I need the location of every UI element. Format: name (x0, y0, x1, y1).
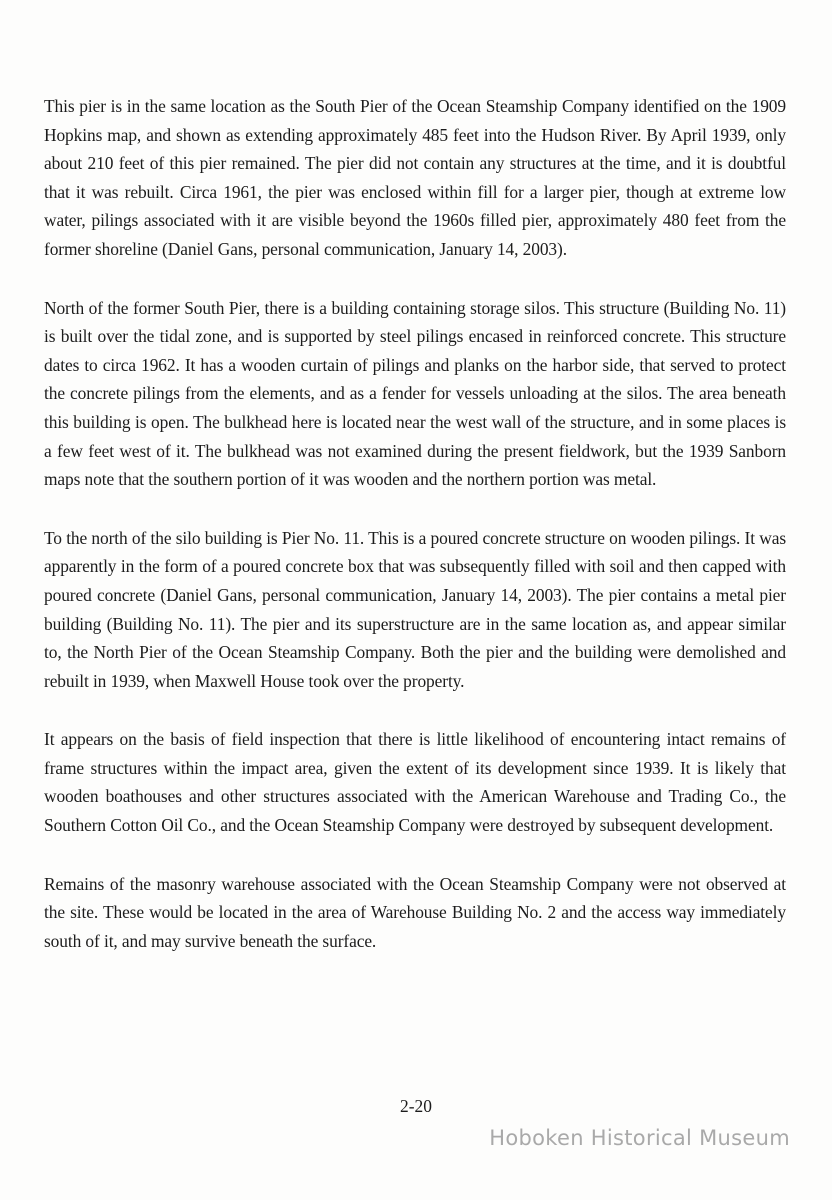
document-body (44, 92, 786, 985)
paragraph-pier-11: To the north of the silo building is Pier No. 11. This is a poured concrete structure on wooden pilings. It was apparently in the form of a poured concrete box that was subsequently filled with soil and then capped with poured concrete (Daniel Gans, personal communication, January 14, 2003). The pier contains a metal pier building (Building No. 11). The pier and its superstructure are in the same location as, and appear similar to, the North Pier of the Ocean Steamship Company. Both the pier and the building were demolished and rebuilt in 1939, when Maxwell House took over the property. (44, 527, 786, 691)
paragraph-south-pier: This pier is in the same location as the South Pier of the Ocean Steamship Company identified on the 1909 Hopkins map, and shown as extending approximately 485 feet into the Hudson River. By April 1939, only about 210 feet of this pier remained. The pier did not contain any structures at the time, and it is doubtful that it was rebuilt. Circa 1961, the pier was enclosed within fill for a larger pier, though at extreme low water, pilings associated with it are visible beyond the 1960s filled pier, approximately 480 feet from the former shoreline (Daniel Gans, personal communication, January 14, 2003). (44, 96, 786, 259)
paragraph-field-inspection: It appears on the basis of field inspection that there is little likelihood of encountering intact remains of frame structures within the impact area, given the extent of its development since 1939. It is likely that wooden boathouses and other structures associated with the American Warehouse and Trading Co., the Southern Cotton Oil Co., and the Ocean Steamship Company were destroyed by subsequent development. (44, 729, 786, 836)
page-number: 2-20 (400, 1096, 432, 1116)
museum-watermark: Hoboken Historical Museum (489, 1126, 790, 1150)
paragraph-masonry-warehouse: Remains of the masonry warehouse associated with the Ocean Steamship Company were not observed at the site. These would be located in the area of Warehouse Building No. 2 and the access way immediately south of it, and may survive beneath the surface. (44, 873, 786, 951)
paragraph-silo-building: North of the former South Pier, there is a building containing storage silos. This structure (Building No. 11) is built over the tidal zone, and is supported by steel pilings encased in reinforced concrete. This structure dates to circa 1962. It has a wooden curtain of pilings and planks on the harbor side, that served to protect the concrete pilings from the elements, and as a fender for vessels unloading at the silos. The area beneath this building is open. The bulkhead here is located near the west wall of the structure, and in some places is a few feet west of it. The bulkhead was not examined during the present fieldwork, but the 1939 Sanborn maps note that the southern portion of it was wooden and the northern portion was metal. (44, 297, 786, 490)
